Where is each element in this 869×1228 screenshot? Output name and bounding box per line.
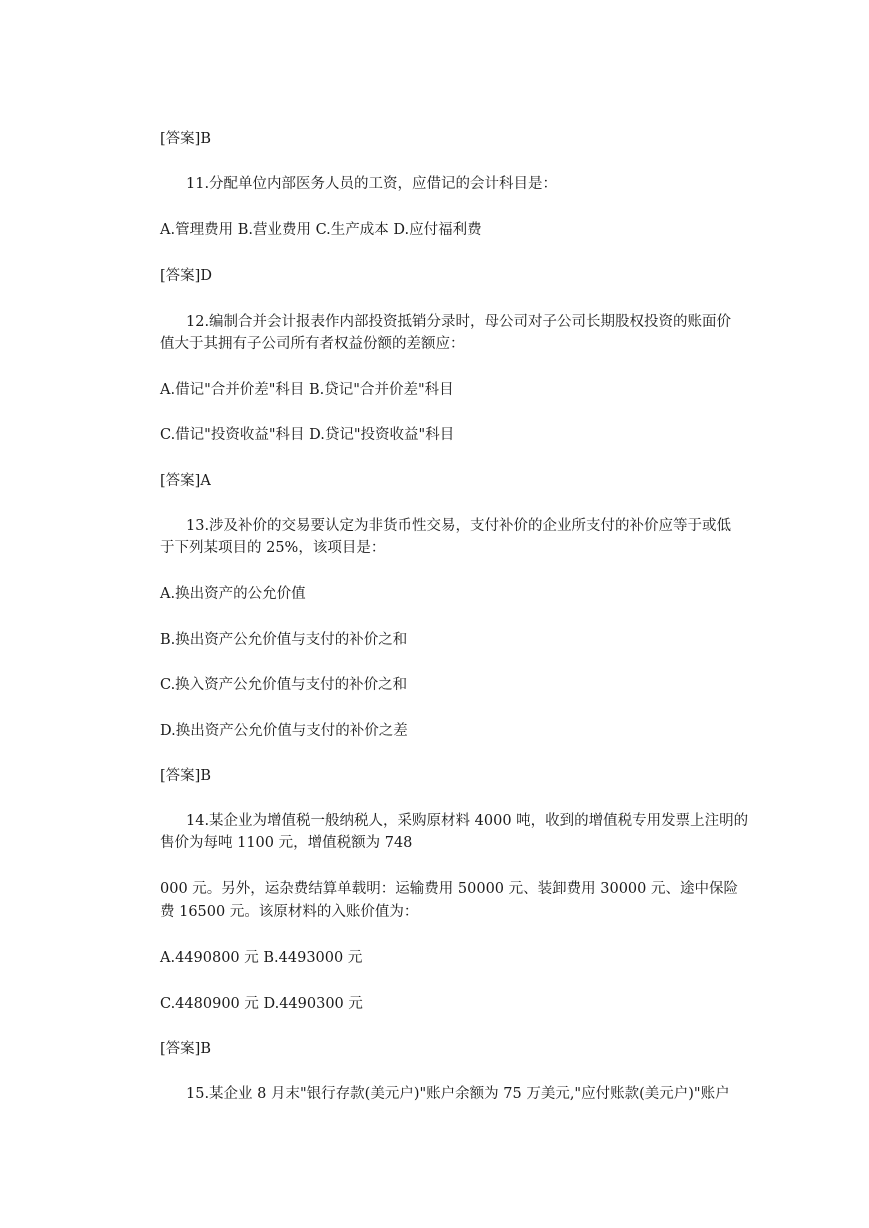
question-14-line4: 费 16500 元。该原材料的入账价值为：	[160, 904, 419, 920]
question-13-line1: 13.涉及补价的交易要认定为非货币性交易，支付补价的企业所支付的补价应等于或低	[186, 518, 732, 534]
question-12-line2: 值大于其拥有子公司所有者权益份额的差额应：	[160, 336, 465, 352]
question-14-options-line2: C.4480900 元 D.4490300 元	[160, 996, 363, 1012]
question-14-line1: 14.某企业为增值税一般纳税人，采购原材料 4000 吨，收到的增值税专用发票上注明的	[186, 813, 749, 829]
question-14-line3: 000 元。另外，运杂费结算单载明：运输费用 50000 元、装卸费用 30000 元、途中保险	[160, 881, 738, 897]
question-13-option-b: B.换出资产公允价值与支付的补价之和	[160, 632, 408, 648]
answer-q12: [答案]A	[160, 473, 211, 489]
answer-q10: [答案]B	[160, 131, 211, 147]
question-15-line1: 15.某企业 8 月末"银行存款(美元户)"账户余额为 75 万美元,"应付账款(美元户)"账户	[186, 1086, 730, 1102]
question-13-option-a: A.换出资产的公允价值	[160, 586, 306, 602]
question-14-line2: 售价为每吨 1100 元，增值税额为 748	[160, 835, 413, 851]
answer-q13: [答案]B	[160, 768, 211, 784]
question-12-options-line2: C.借记"投资收益"科目 D.贷记"投资收益"科目	[160, 427, 455, 443]
question-12-options-line1: A.借记"合并价差"科目 B.贷记"合并价差"科目	[160, 382, 454, 398]
question-12-line1: 12.编制合并会计报表作内部投资抵销分录时，母公司对子公司长期股权投资的账面价	[186, 314, 732, 330]
question-13-option-c: C.换入资产公允价值与支付的补价之和	[160, 677, 408, 693]
question-13-option-d: D.换出资产公允价值与支付的补价之差	[160, 723, 408, 739]
question-11-options: A.管理费用 B.营业费用 C.生产成本 D.应付福利费	[160, 222, 482, 238]
question-14-options-line1: A.4490800 元 B.4493000 元	[160, 950, 363, 966]
answer-q11: [答案]D	[160, 268, 212, 284]
answer-q14: [答案]B	[160, 1041, 211, 1057]
question-11: 11.分配单位内部医务人员的工资，应借记的会计科目是：	[186, 176, 558, 192]
question-13-line2: 于下列某项目的 25%，该项目是：	[160, 540, 386, 556]
